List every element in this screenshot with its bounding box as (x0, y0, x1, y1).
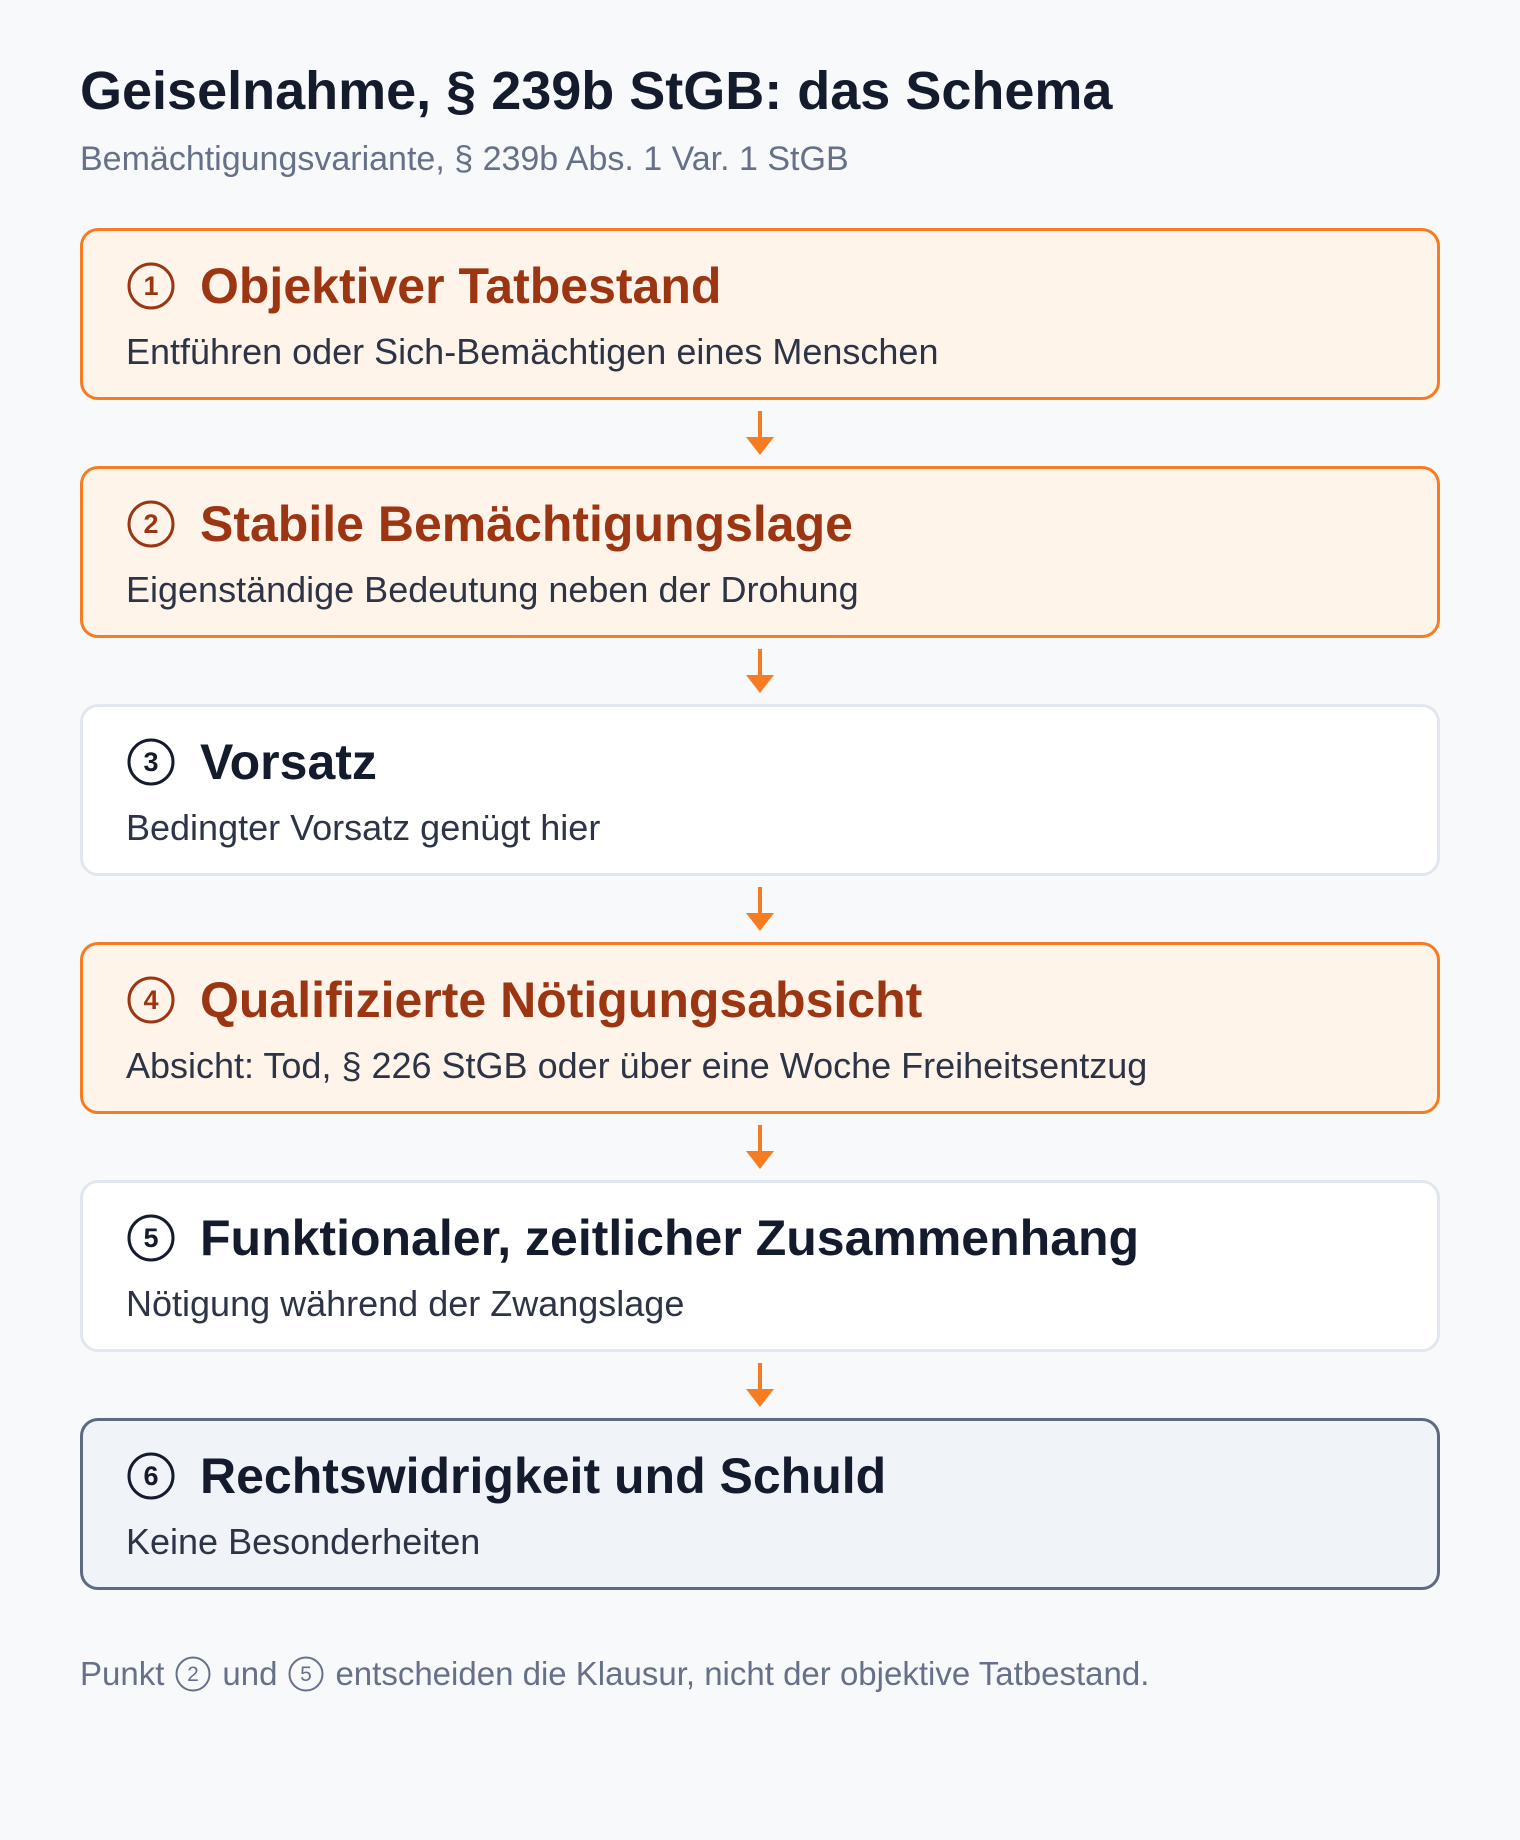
circled-number-5-icon (287, 1655, 325, 1693)
step-title: Qualifizierte Nötigungsabsicht (200, 972, 923, 1028)
step-card-6 (80, 1418, 1440, 1590)
arrow-down-icon (743, 1361, 777, 1409)
step-title: Stabile Bemächtigungslage (200, 496, 853, 552)
arrow-down-icon (743, 409, 777, 457)
step-description: Absicht: Tod, § 226 StGB oder über eine Woche Freiheitsentzug (126, 1045, 1148, 1086)
step-number: 1 (143, 271, 159, 301)
step-title: Objektiver Tatbestand (200, 258, 722, 314)
schema-steps (80, 228, 1440, 1590)
circled-number-6-icon (126, 1451, 176, 1501)
step-description: Nötigung während der Zwangslage (126, 1283, 685, 1324)
circled-number-2-icon (174, 1655, 212, 1693)
footnote-number-a: 2 (187, 1663, 200, 1686)
step-header (126, 1443, 1397, 1509)
circled-number-4-icon (126, 975, 176, 1025)
step-title: Funktionaler, zeitlicher Zusammenhang (200, 1210, 1140, 1266)
step-description: Eigenständige Bedeutung neben der Drohung (126, 569, 859, 610)
step-header (126, 967, 1397, 1033)
step-number: 4 (143, 985, 159, 1015)
step-header (126, 729, 1397, 795)
circled-number-3-icon (126, 737, 176, 787)
step-header (126, 1205, 1397, 1271)
footnote-number-b: 5 (300, 1663, 313, 1686)
footnote (80, 1655, 1149, 1693)
step-card-5 (80, 1180, 1440, 1352)
arrow-down-icon (743, 1123, 777, 1171)
circled-number-2-icon (126, 499, 176, 549)
step-card-1 (80, 228, 1440, 400)
connector-arrow (80, 876, 1440, 942)
footnote-text-start: Punkt (80, 1655, 165, 1692)
circled-number-5-icon (126, 1213, 176, 1263)
footnote-text-end: entscheiden die Klausur, nicht der objektive Tatbestand. (335, 1655, 1150, 1692)
step-card-2 (80, 466, 1440, 638)
step-description: Bedingter Vorsatz genügt hier (126, 807, 601, 848)
step-header (126, 491, 1397, 557)
step-card-3 (80, 704, 1440, 876)
connector-arrow (80, 1114, 1440, 1180)
step-description: Entführen oder Sich-Bemächtigen eines Menschen (126, 331, 939, 372)
step-title: Vorsatz (200, 734, 377, 790)
step-number: 3 (143, 747, 159, 777)
step-number: 2 (143, 509, 159, 539)
step-card-4 (80, 942, 1440, 1114)
footnote-text-middle: und (222, 1655, 278, 1692)
page-title: Geiselnahme, § 239b StGB: das Schema (80, 61, 1113, 121)
page-subtitle: Bemächtigungsvariante, § 239b Abs. 1 Var. 1 StGB (80, 140, 849, 178)
step-title: Rechtswidrigkeit und Schuld (200, 1448, 887, 1504)
connector-arrow (80, 400, 1440, 466)
step-description: Keine Besonderheiten (126, 1521, 481, 1562)
circled-number-1-icon (126, 261, 176, 311)
arrow-down-icon (743, 647, 777, 695)
connector-arrow (80, 638, 1440, 704)
step-header (126, 253, 1397, 319)
step-number: 6 (143, 1461, 159, 1491)
connector-arrow (80, 1352, 1440, 1418)
arrow-down-icon (743, 885, 777, 933)
step-number: 5 (143, 1223, 159, 1253)
